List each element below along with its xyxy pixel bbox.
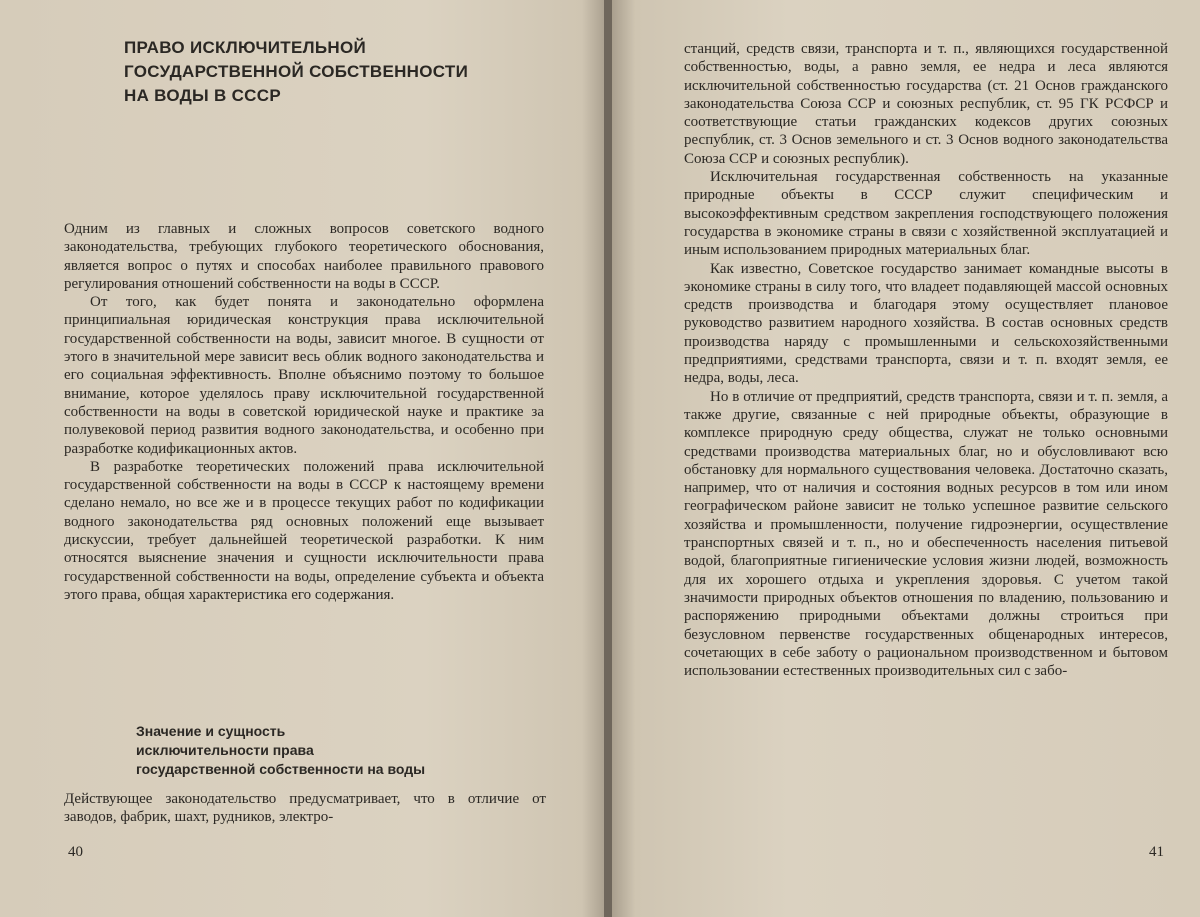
paragraph: станций, средств связи, транспорта и т. п., являющихся государственной собственностью, воды, а равно земля, ее недра и леса являются исключительной собственностью государства (ст. 21 Основ гражданского законодательства Союза ССР и союзных республик, ст. 95 ГК РСФСР и соответствующие статьи гражданских кодексов других союзных республик, ст. 3 Основ земельного и ст. 3 Основ водного законодательства Союза ССР и союзных республик). [684,41,1168,167]
subheading-line: Значение и сущность [136,723,286,739]
paragraph: Одним из главных и сложных вопросов советского водного законодательства, требующих глубокого теоретического обоснования, является вопрос о путях и способах наиболее правильного правового регулирования отношений собственности на воды в СССР. [64,221,544,292]
paragraph: В разработке теоретических положений права исключительной государственной собственности на воды в СССР к настоящему времени сделано немало, но все же и в процессе текущих работ по кодификации водного законодательства ряд основных положений еще вызывает дискуссии, требует дальнейшей теоретической разработки. К ним относятся выяснение значения и сущности исключительности права государственной собственности на воды, определение субъекта и объекта этого права, общая характеристика его содержания. [64,458,544,603]
chapter-title [124,36,544,108]
subheading-line: исключительности права [136,742,314,758]
left-page-tail [64,790,546,827]
chapter-title-line: НА ВОДЫ В СССР [124,86,281,105]
subheading-line: государственной собственности на воды [136,761,426,777]
section-subheading [136,722,516,779]
chapter-title-line: ГОСУДАРСТВЕННОЙ СОБСТВЕННОСТИ [124,62,469,81]
paragraph: Исключительная государственная собственность на указанные природные объекты в СССР служит специфическим и высокоэффективным средством закрепления господствующего положения государства в экономике страны в связи с хозяйственной эксплуатацией и иным использованием природных материальных благ. [684,169,1168,259]
paragraph: От того, как будет понята и законодательно оформлена принципиальная юридическая конструкция права исключительной государственной собственности на воды, зависит многое. В сущности от этого в значительной мере зависит весь облик водного законодательства и его социальная эффективность. Вполне объяснимо поэтому то большое внимание, которое уделялось праву исключительной государственной собственности на воды в советской юридической науке и практике за полувековой период развития водного законодательства, и особенно при разработке кодификационных актов. [64,294,544,457]
page-number: 41 [1149,844,1164,860]
page-number: 40 [68,844,83,860]
paragraph: Но в отличие от предприятий, средств транспорта, связи и т. п. земля, а также другие, связанные с ней природные объекты, образующие в комплексе природную среду общества, служат не только основными средствами производства материальных благ, но и обусловливают всю обстановку для нормального существования человека. Достаточно сказать, например, что от наличия и состояния водных ресурсов в том или ином географическом районе зависит не только успешное развитие сельского хозяйства и промышленности, получение гидроэнергии, осуществление транспортных связей и т. п., но и обеспеченность населения питьевой водой, благоприятные гигиенические условия жизни людей, возможность для их хорошего отдыха и укрепления здоровья. С учетом такой значимости природных объектов отношения по владению, пользованию и распоряжению природными объектами должны строиться при безусловном первенстве государственных общенародных интересов, сочетающих в себе заботу о рациональном производственном и бытовом использовании естественных производительных сил с забо- [684,388,1168,680]
paragraph: Как известно, Советское государство занимает командные высоты в экономике страны в силу того, что владеет подавляющей массой основных средств производства и благодаря этому осуществляет плановое руководство развитием народного хозяйства. В состав основных средств производства наряду с промышленными и сельскохозяйственными предприятиями, средствами транспорта, связи и т. п. входят земля, ее недра, воды, леса. [684,260,1168,387]
paragraph: Действующее законодательство предусматривает, что в отличие от заводов, фабрик, шахт, рудников, электро- [64,791,546,826]
chapter-title-line: ПРАВО ИСКЛЮЧИТЕЛЬНОЙ [124,38,366,57]
left-page-body [64,220,544,604]
right-page [612,0,1200,917]
right-page-body [684,40,1168,680]
